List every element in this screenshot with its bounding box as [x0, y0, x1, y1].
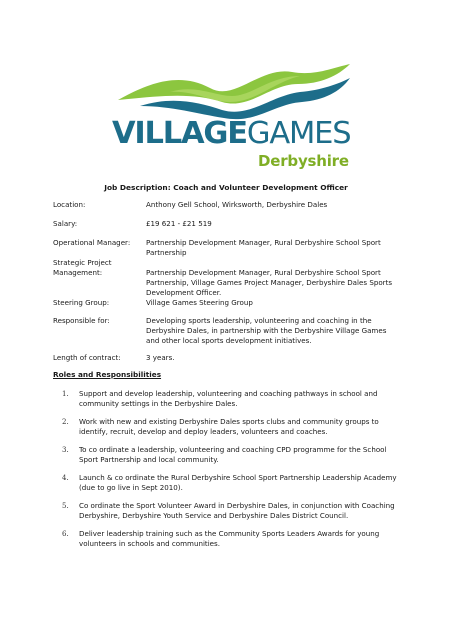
list-number: 3. [62, 446, 69, 454]
detail-label: Responsible for: [53, 316, 110, 325]
document-title: Job Description: Coach and Volunteer Development Officer [104, 183, 348, 192]
detail-label: Operational Manager: [53, 238, 131, 247]
list-text: Co ordinate the Sport Volunteer Award in Derbyshire Dales, in conjunction with Coaching Derbyshire, Derbyshire Youth Service and Derbyshire Dales District Council. [79, 501, 395, 520]
detail-value: £19 621 - £21 519 [146, 219, 212, 228]
roles-heading: Roles and Responsibilities [53, 370, 162, 379]
detail-label: Location: [53, 200, 86, 209]
detail-label: Length of contract: [53, 353, 121, 362]
detail-value: Developing sports leadership, volunteering and coaching in the Derbyshire Dales, in partnership with the Derbyshire Village Games and other local sports development initiatives. [146, 316, 387, 345]
list-text: Deliver leadership training such as the Community Sports Leaders Awards for young volunteers in schools and communities. [79, 529, 380, 548]
detail-value: Village Games Steering Group [146, 298, 253, 307]
detail-label: Salary: [53, 219, 78, 228]
list-number: 5. [62, 502, 69, 510]
logo-games-text: GAMES [246, 116, 351, 151]
list-number: 2. [62, 418, 69, 426]
list-number: 1. [62, 390, 69, 398]
list-number: 6. [62, 530, 69, 538]
detail-value: Partnership Development Manager, Rural Derbyshire School Sport Partnership, Village Games Project Manager, Derbyshire Dales Sports Development Officer. [146, 268, 393, 297]
logo-village-text: VILLAGE [112, 116, 247, 151]
logo-wordmark [112, 116, 351, 151]
logo-region-text: Derbyshire [258, 152, 349, 170]
list-text: Work with new and existing Derbyshire Dales sports clubs and community groups to identify, recruit, develop and deploy leaders, volunteers and coaches. [79, 417, 379, 436]
detail-label: Strategic Project Management: [53, 258, 112, 277]
list-text: Support and develop leadership, volunteering and coaching pathways in school and community settings in the Derbyshire Dales. [79, 389, 378, 408]
detail-value: Anthony Gell School, Wirksworth, Derbyshire Dales [146, 200, 328, 209]
detail-value: Partnership Development Manager, Rural Derbyshire School Sport Partnership [146, 238, 381, 257]
list-text: Launch & co ordinate the Rural Derbyshire School Sport Partnership Leadership Academy (due to go live in Sept 2010). [79, 473, 397, 492]
detail-value: 3 years. [146, 353, 175, 362]
village-games-logo [110, 62, 358, 182]
list-number: 4. [62, 474, 69, 482]
detail-label: Steering Group: [53, 298, 110, 307]
list-text: To co ordinate a leadership, volunteering and coaching CPD programme for the School Sport Partnership and local community. [79, 445, 387, 464]
